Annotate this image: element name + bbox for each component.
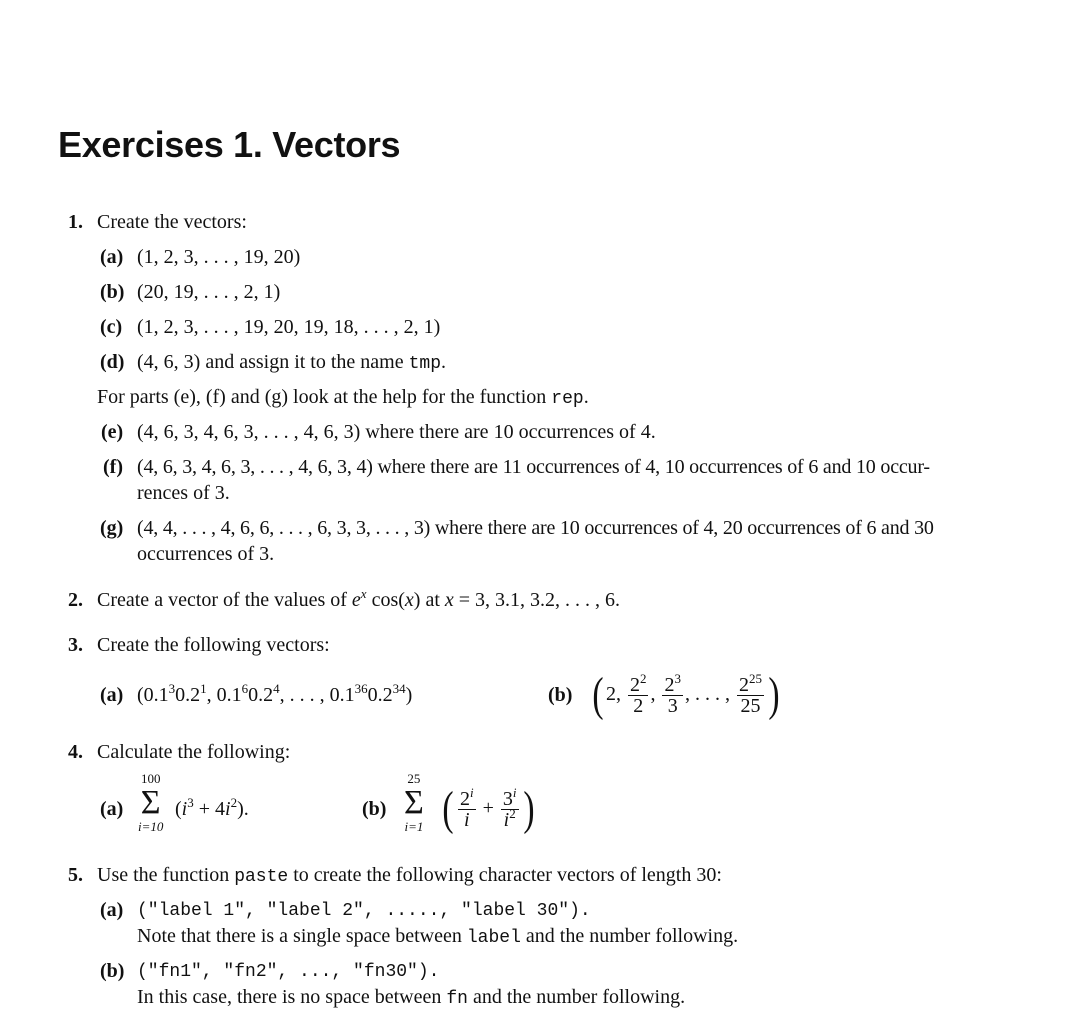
q5a-code: ("label 1", "label 2", ....., "label 30"). [137,901,591,921]
q5a-note-code: label [466,928,521,948]
q4a-upper: 100 [140,771,161,786]
q5-code: paste [234,867,289,887]
q5b-note [137,986,685,1010]
q1b-text: (20, 19, . . . , 2, 1) [137,281,281,303]
q1-note-text: For parts (e), (f) and (g) look at the help for the function [97,386,547,408]
question-1-text: Create the vectors: [97,211,247,233]
q5a-label: (a) [100,899,124,921]
q1-note-code: rep [551,389,584,409]
q5-post: to create the following character vectors of length 30: [293,864,722,886]
q2-pre: Create a vector of the values of [97,589,347,611]
question-4-number: 4. [68,741,83,763]
q1c-text: (1, 2, 3, . . . , 19, 20, 19, 18, . . . , 2, 1) [137,316,441,338]
q1f-line2: rences of 3. [137,482,230,504]
q1g-line2: occurrences of 3. [137,543,275,565]
q1f-line1: (4, 6, 3, 4, 6, 3, . . . , 4, 6, 3, 4) where there are 11 occurrences of 4, 10 occurrences of 6 and 10 occur- [137,456,930,478]
q1d-label: (d) [100,351,125,373]
question-3-number: 3. [68,634,83,656]
q5a-note-pre: Note that there is a single space between [137,925,462,947]
q2-range: = 3, 3.1, 3.2, . . . , 6. [458,589,621,611]
q1d-end: . [441,351,447,373]
q5b-code: ("fn1", "fn2", ..., "fn30"). [137,962,440,982]
q1-note [97,386,589,410]
q1g-line1: (4, 4, . . . , 4, 6, 6, . . . , 6, 3, 3, . . . , 3) where there are 10 occurrences of 4, 20 occurrences of 6 and 30 [137,517,934,539]
q4b-upper: 25 [407,771,421,786]
q5b-note-post: and the number following. [472,986,686,1008]
q1b-label: (b) [100,281,125,303]
q5a-note [137,925,738,949]
question-4-text: Calculate the following: [97,741,291,763]
q1c-label: (c) [100,316,123,338]
q1a-label: (a) [100,246,124,268]
q1e-label: (e) [101,421,124,443]
q4b-lower: i=1 [404,819,424,834]
q3b-label: (b) [548,684,573,706]
q4b-formula: ( $\frac{2^i}{i}$ + $\frac{3^i}{i^2}$ ) [442,782,535,836]
q1-note-end: . [583,386,589,408]
question-3-text: Create the following vectors: [97,634,330,656]
q4a-sigma: 100 Σ i=10 [138,771,164,834]
q5b-note-code: fn [446,989,468,1009]
q1g-label: (g) [100,517,124,539]
q3a-formula: ($0.1^30.2^1$, $0.1^60.2^4$, . . . , $0.1^{36}0.2^{34}$) [137,681,413,706]
question-2-text: Create a vector of the values of $e^x$ cos(x) at x = 3, 3.1, 3.2, . . . , 6. [97,586,621,611]
q1a-text: (1, 2, 3, . . . , 19, 20) [137,246,301,268]
q4a-lower: i=10 [138,819,164,834]
q4b-label: (b) [362,798,387,820]
question-1-number: 1. [68,211,83,233]
question-5-number: 5. [68,864,83,886]
q5b-note-pre: In this case, there is no space between [137,986,442,1008]
q4a-label: (a) [100,798,124,820]
page-title: Exercises 1. Vectors [58,124,401,165]
q1d-line [137,351,446,375]
question-5-text [97,864,722,888]
q3a-label: (a) [100,684,124,706]
q4a-formula: $(i^3 + 4i^2)$. [175,795,249,820]
q1f-label: (f) [103,456,123,478]
q5b-label: (b) [100,960,125,982]
q3b-formula: ( 2, $\frac{2^2}{2}$ , $\frac{2^3}{3}$ , . . . , $\frac{2^{25}}{25}$ ) [592,668,780,722]
q4b-sigma: 25 Σ i=1 [404,771,424,834]
q1d-code: tmp [408,354,442,374]
q5-pre: Use the function [97,864,230,886]
q5a-note-post: and the number following. [525,925,739,947]
q1d-text: (4, 6, 3) and assign it to the name [137,351,404,373]
q1e-text: (4, 6, 3, 4, 6, 3, . . . , 4, 6, 3) where there are 10 occurrences of 4. [137,421,656,443]
q2-post: at [425,589,440,611]
question-2-number: 2. [68,589,83,611]
